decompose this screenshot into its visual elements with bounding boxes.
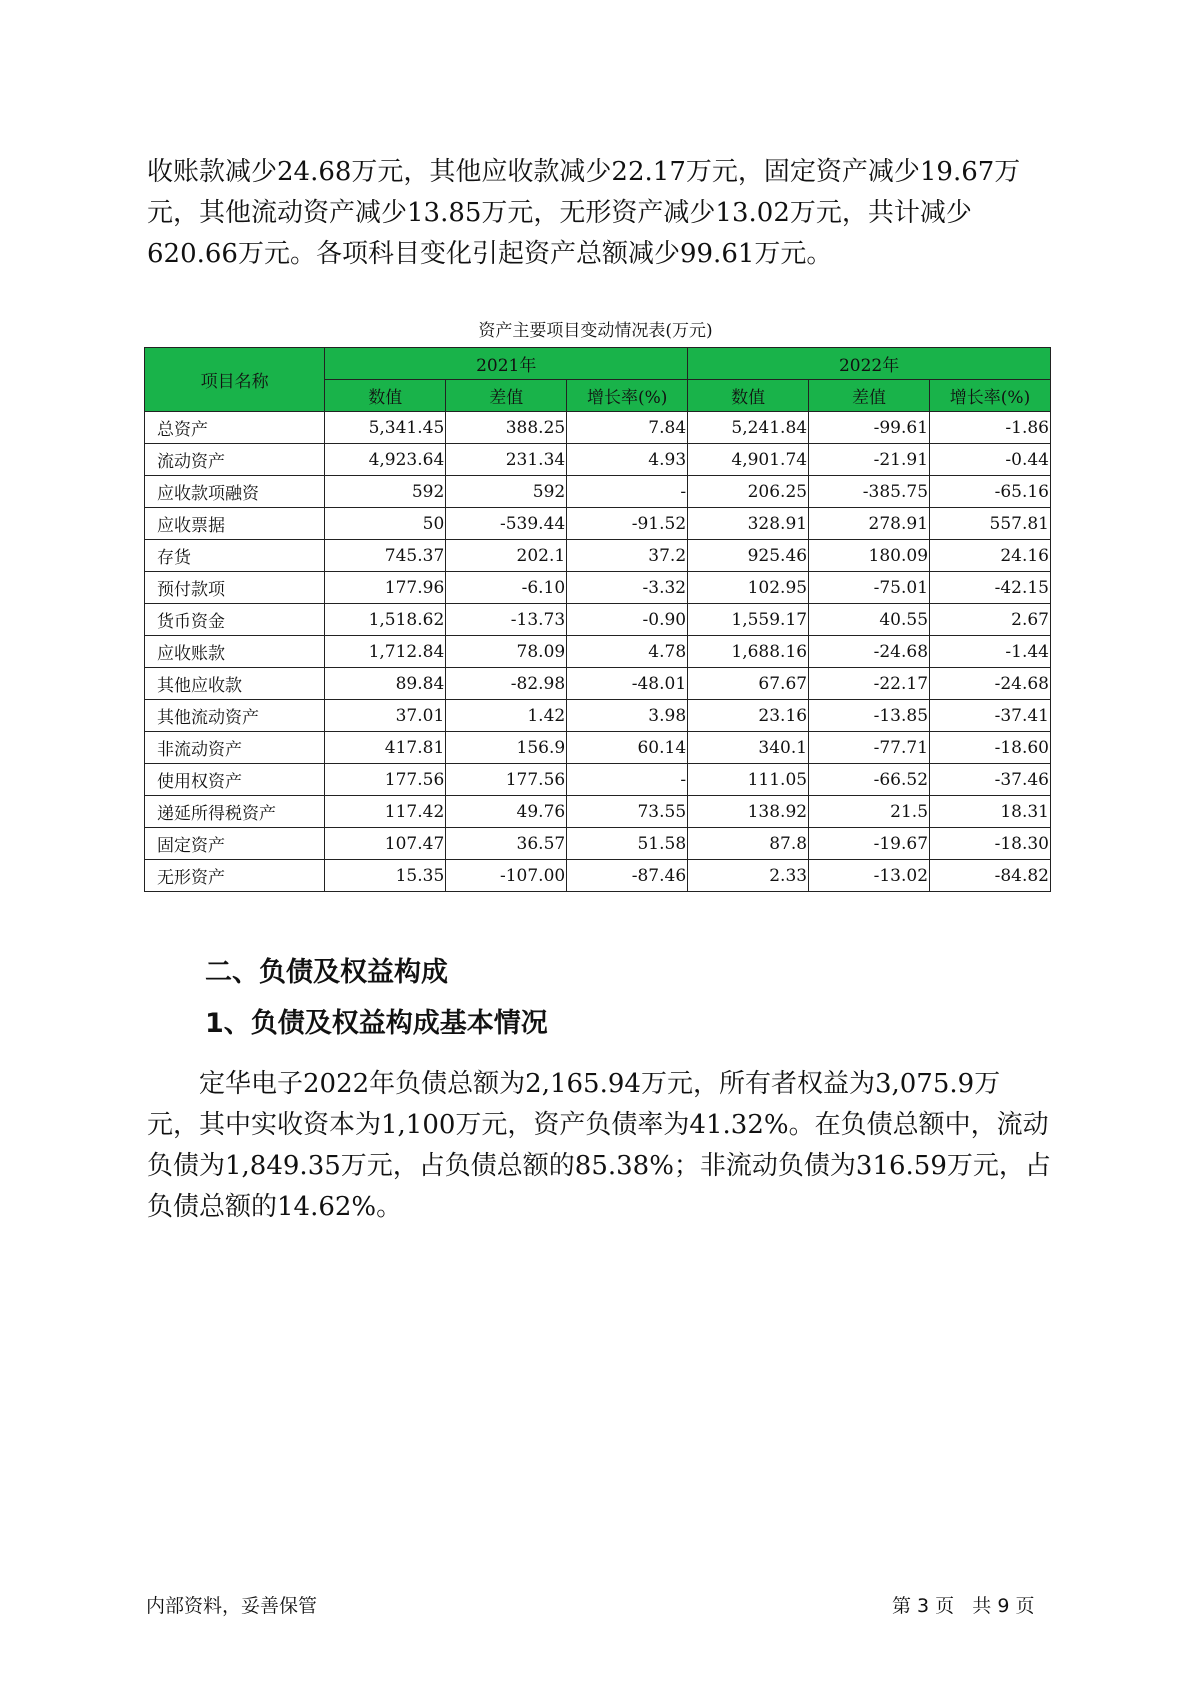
cell-value-2021: 50 <box>325 508 446 540</box>
cell-growth-2022: -18.30 <box>930 828 1051 860</box>
cell-value-2021: 89.84 <box>325 668 446 700</box>
cell-diff-2022: -21.91 <box>809 444 930 476</box>
cell-value-2022: 5,241.84 <box>688 412 809 444</box>
cell-diff-2021: -539.44 <box>446 508 567 540</box>
cell-growth-2022: -37.46 <box>930 764 1051 796</box>
cell-diff-2021: 177.56 <box>446 764 567 796</box>
cell-diff-2022: -19.67 <box>809 828 930 860</box>
intro-paragraph: 收账款减少24.68万元，其他应收款减少22.17万元，固定资产减少19.67万元，其他流动资产减少13.85万元，无形资产减少13.02万元，共计减少620.66万元。各项科目变化引起资产总额减少99.61万元。 <box>147 157 1021 269</box>
table-row <box>145 700 1051 732</box>
cell-diff-2022: -22.17 <box>809 668 930 700</box>
table-caption: 资产主要项目变动情况表(万元) <box>478 321 713 341</box>
cell-diff-2021: 231.34 <box>446 444 567 476</box>
cell-value-2021: 177.56 <box>325 764 446 796</box>
cell-value-2021: 1,518.62 <box>325 604 446 636</box>
table-row <box>145 860 1051 892</box>
section-heading: 二、负债及权益构成 <box>205 957 448 988</box>
cell-growth-2022: -24.68 <box>930 668 1051 700</box>
row-item-name: 其他应收款 <box>145 668 325 700</box>
cell-growth-2021: 7.84 <box>567 412 688 444</box>
cell-diff-2021: 36.57 <box>446 828 567 860</box>
cell-growth-2022: 557.81 <box>930 508 1051 540</box>
cell-growth-2022: -42.15 <box>930 572 1051 604</box>
header-diff-2022: 差值 <box>809 380 930 412</box>
table-row <box>145 508 1051 540</box>
asset-changes-table <box>144 347 1051 892</box>
row-item-name: 应收账款 <box>145 636 325 668</box>
cell-value-2022: 138.92 <box>688 796 809 828</box>
cell-growth-2022: -65.16 <box>930 476 1051 508</box>
subsection-heading: 1、负债及权益构成基本情况 <box>205 1008 548 1039</box>
cell-value-2021: 1,712.84 <box>325 636 446 668</box>
table-row <box>145 476 1051 508</box>
cell-diff-2021: 1.42 <box>446 700 567 732</box>
cell-growth-2021: 3.98 <box>567 700 688 732</box>
cell-diff-2022: -75.01 <box>809 572 930 604</box>
row-item-name: 非流动资产 <box>145 732 325 764</box>
cell-diff-2022: 278.91 <box>809 508 930 540</box>
cell-growth-2021: -87.46 <box>567 860 688 892</box>
footer-confidential-note: 内部资料，妥善保管 <box>146 1595 318 1617</box>
table-row <box>145 796 1051 828</box>
cell-value-2021: 5,341.45 <box>325 412 446 444</box>
cell-diff-2021: -107.00 <box>446 860 567 892</box>
cell-value-2022: 4,901.74 <box>688 444 809 476</box>
cell-value-2021: 37.01 <box>325 700 446 732</box>
cell-growth-2022: -37.41 <box>930 700 1051 732</box>
cell-diff-2021: 156.9 <box>446 732 567 764</box>
cell-value-2022: 1,688.16 <box>688 636 809 668</box>
table-body <box>145 412 1051 892</box>
cell-growth-2022: -18.60 <box>930 732 1051 764</box>
cell-diff-2022: 21.5 <box>809 796 930 828</box>
row-item-name: 预付款项 <box>145 572 325 604</box>
cell-diff-2021: 202.1 <box>446 540 567 572</box>
header-year-2021: 2021年 <box>325 348 688 380</box>
cell-diff-2021: -82.98 <box>446 668 567 700</box>
cell-diff-2021: -6.10 <box>446 572 567 604</box>
header-growth-2022: 增长率(%) <box>930 380 1051 412</box>
table-row <box>145 572 1051 604</box>
table-row <box>145 764 1051 796</box>
cell-diff-2022: -66.52 <box>809 764 930 796</box>
cell-growth-2021: 4.93 <box>567 444 688 476</box>
cell-growth-2021: 51.58 <box>567 828 688 860</box>
cell-growth-2021: 37.2 <box>567 540 688 572</box>
cell-growth-2021: - <box>567 476 688 508</box>
header-value-2021: 数值 <box>325 380 446 412</box>
liability-paragraph: 定华电子2022年负债总额为2,165.94万元，所有者权益为3,075.9万元，其中实收资本为1,100万元，资产负债率为41.32%。在负债总额中，流动负债为1,849.35万元，占负债总额的85.38%；非流动负债为316.59万元，占负债总额的14.62%。 <box>147 1069 1051 1222</box>
cell-growth-2021: -0.90 <box>567 604 688 636</box>
table-row <box>145 668 1051 700</box>
cell-value-2021: 177.96 <box>325 572 446 604</box>
row-item-name: 固定资产 <box>145 828 325 860</box>
cell-diff-2022: -77.71 <box>809 732 930 764</box>
cell-value-2021: 117.42 <box>325 796 446 828</box>
cell-diff-2022: -13.85 <box>809 700 930 732</box>
row-item-name: 应收款项融资 <box>145 476 325 508</box>
row-item-name: 流动资产 <box>145 444 325 476</box>
header-growth-2021: 增长率(%) <box>567 380 688 412</box>
cell-growth-2022: -1.44 <box>930 636 1051 668</box>
cell-growth-2022: -0.44 <box>930 444 1051 476</box>
cell-value-2021: 417.81 <box>325 732 446 764</box>
cell-growth-2021: 60.14 <box>567 732 688 764</box>
cell-value-2021: 4,923.64 <box>325 444 446 476</box>
cell-value-2022: 1,559.17 <box>688 604 809 636</box>
cell-growth-2021: -3.32 <box>567 572 688 604</box>
table-row <box>145 636 1051 668</box>
row-item-name: 递延所得税资产 <box>145 796 325 828</box>
cell-diff-2021: -13.73 <box>446 604 567 636</box>
cell-value-2021: 592 <box>325 476 446 508</box>
table-row <box>145 732 1051 764</box>
cell-growth-2022: 18.31 <box>930 796 1051 828</box>
cell-growth-2021: - <box>567 764 688 796</box>
cell-diff-2021: 592 <box>446 476 567 508</box>
cell-diff-2022: -385.75 <box>809 476 930 508</box>
cell-value-2022: 328.91 <box>688 508 809 540</box>
cell-growth-2021: -91.52 <box>567 508 688 540</box>
row-item-name: 总资产 <box>145 412 325 444</box>
cell-value-2022: 23.16 <box>688 700 809 732</box>
cell-growth-2021: 73.55 <box>567 796 688 828</box>
table-row <box>145 540 1051 572</box>
cell-growth-2022: 2.67 <box>930 604 1051 636</box>
cell-value-2022: 340.1 <box>688 732 809 764</box>
table-row <box>145 444 1051 476</box>
row-item-name: 货币资金 <box>145 604 325 636</box>
header-diff-2021: 差值 <box>446 380 567 412</box>
row-item-name: 其他流动资产 <box>145 700 325 732</box>
header-item-name: 项目名称 <box>145 348 325 412</box>
cell-diff-2022: 180.09 <box>809 540 930 572</box>
table-row <box>145 828 1051 860</box>
cell-diff-2021: 49.76 <box>446 796 567 828</box>
table-row <box>145 604 1051 636</box>
cell-value-2022: 87.8 <box>688 828 809 860</box>
cell-value-2021: 107.47 <box>325 828 446 860</box>
cell-diff-2021: 388.25 <box>446 412 567 444</box>
cell-growth-2022: -84.82 <box>930 860 1051 892</box>
row-item-name: 使用权资产 <box>145 764 325 796</box>
cell-value-2022: 925.46 <box>688 540 809 572</box>
cell-diff-2022: -24.68 <box>809 636 930 668</box>
cell-diff-2022: -13.02 <box>809 860 930 892</box>
cell-value-2021: 15.35 <box>325 860 446 892</box>
row-item-name: 存货 <box>145 540 325 572</box>
header-value-2022: 数值 <box>688 380 809 412</box>
footer-page-number: 第 3 页 共 9 页 <box>892 1595 1035 1617</box>
header-year-2022: 2022年 <box>688 348 1051 380</box>
cell-growth-2021: 4.78 <box>567 636 688 668</box>
row-item-name: 无形资产 <box>145 860 325 892</box>
cell-diff-2022: -99.61 <box>809 412 930 444</box>
cell-value-2022: 206.25 <box>688 476 809 508</box>
row-item-name: 应收票据 <box>145 508 325 540</box>
cell-value-2021: 745.37 <box>325 540 446 572</box>
cell-growth-2022: 24.16 <box>930 540 1051 572</box>
cell-value-2022: 102.95 <box>688 572 809 604</box>
cell-growth-2022: -1.86 <box>930 412 1051 444</box>
cell-diff-2021: 78.09 <box>446 636 567 668</box>
table-row <box>145 412 1051 444</box>
cell-diff-2022: 40.55 <box>809 604 930 636</box>
cell-value-2022: 67.67 <box>688 668 809 700</box>
cell-value-2022: 2.33 <box>688 860 809 892</box>
cell-value-2022: 111.05 <box>688 764 809 796</box>
cell-growth-2021: -48.01 <box>567 668 688 700</box>
